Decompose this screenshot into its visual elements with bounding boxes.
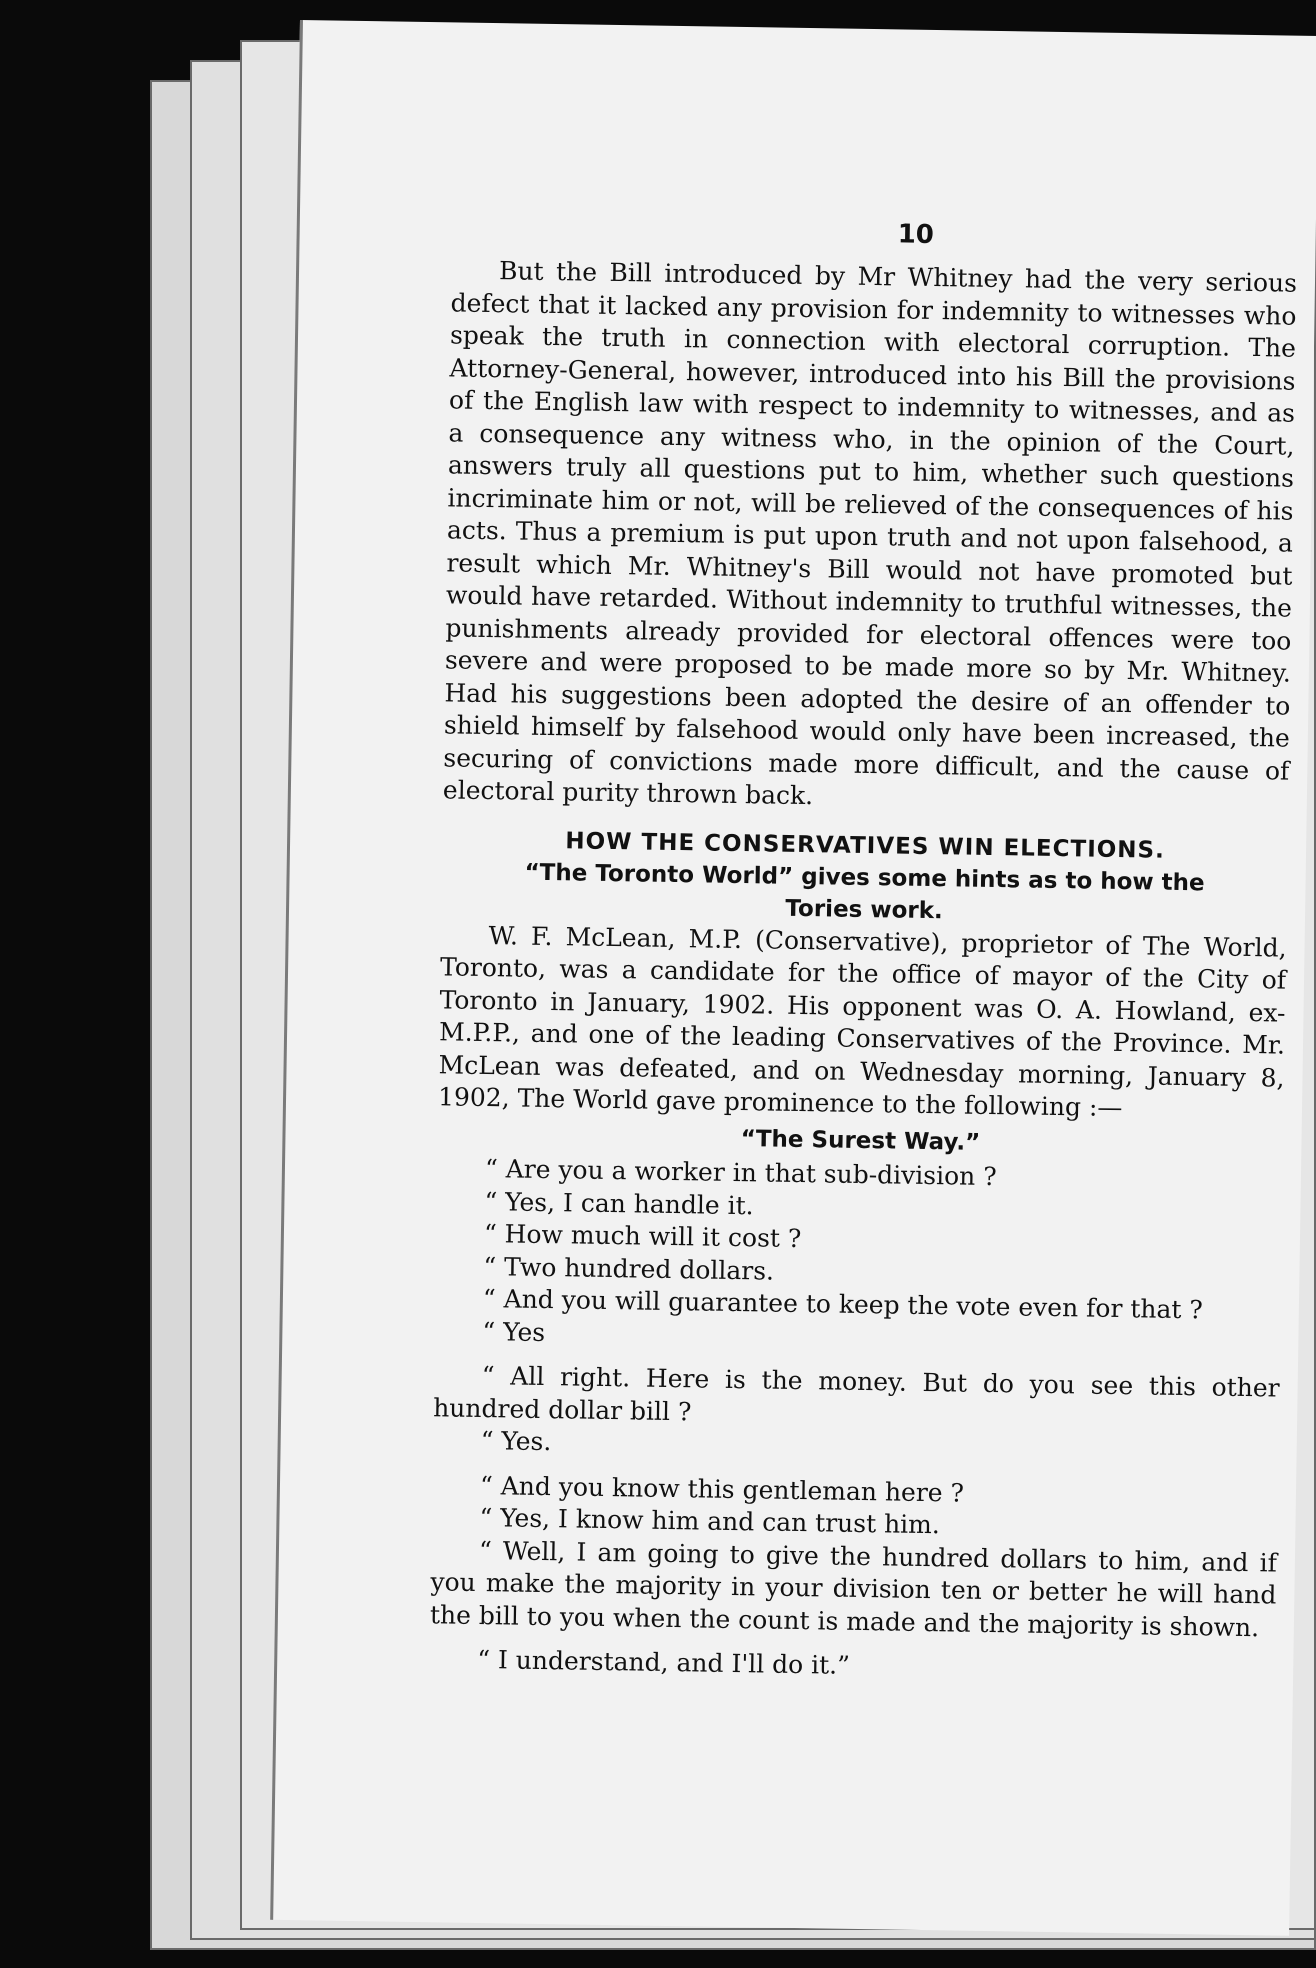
dialogue-line: “ And you will guarantee to keep the vote even for that ? [482,1284,1204,1325]
dialogue-line: “ Yes, I know him and can trust him. [479,1503,941,1540]
dialogue-paragraph: “ All right. Here is the money. But do you see this other hundred dollar bill ? [432,1361,1280,1426]
dialogue-paragraph: “ Well, I am going to give the hundred dollars to him, and if you make the majority in your division ten or better he will hand the bill to you when the count is made and the majority is shown. [429,1535,1278,1642]
page-text [429,254,1297,1689]
quote-title: “The Surest Way.” [740,1125,981,1156]
paragraph-mclean: W. F. McLean, M.P. (Conservative), proprietor of The World, Toronto, was a candidate for the office of mayor of the City of Toronto in January, 1902. His opponent was O. A. Howland, ex-M.P.P., and one of the leading Conservatives of the Province. Mr. McLean was defeated, and on Wednesday morning, January 8, 1902, The World gave prominence to the following :— [437,920,1287,1123]
page-number: 10 [897,219,935,250]
section-heading: HOW THE CONSERVATIVES WIN ELECTIONS. [565,827,1166,864]
paragraph-indemnity: But the Bill introduced by Mr Whitney had the very serious defect that it lacked any provision for indemnity to witnesses who speak the truth in connection with electoral corruption. The Attorney-General, however, introduced into his Bill the provisions of the English law with respect to indemnity to witnesses, and as a consequence any witness who, in the opinion of the Court, answers truly all questions put to him, whether such questions incriminate him or not, will be relieved of the consequences of his acts. Thus a premium is put upon truth and not upon falsehood, a result which Mr. Whitney's Bill would not have promoted but would have retarded. Without indemnity to truthful witnesses, the punishments already provided for electoral offences were too severe and were proposed to be made more so by Mr. Whitney. Had his suggestions been adopted the desire of an offender to shield himself by falsehood would only have been increased, the securing of convictions made more difficult, and the cause of electoral purity thrown back. [442,256,1298,811]
dialogue-line: “ Yes, I can handle it. [484,1186,754,1220]
dialogue-line: “ Are you a worker in that sub-division ? [484,1154,997,1192]
dialogue-line: “ And you know this gentleman here ? [479,1470,965,1508]
section-subheading-line-1: “The Toronto World” gives some hints as to how the [524,859,1205,896]
closing-line: “ I understand, and I'll do it.” [477,1644,851,1680]
dialogue-line: “ Yes. [480,1426,552,1457]
dialogue-line: “ How much will it cost ? [483,1219,802,1254]
section-subheading-line-2: Tories work. [785,895,943,924]
document-page [270,20,1316,1936]
dialogue-line: “ Yes [482,1316,546,1347]
dialogue-line: “ Two hundred dollars. [483,1251,775,1286]
